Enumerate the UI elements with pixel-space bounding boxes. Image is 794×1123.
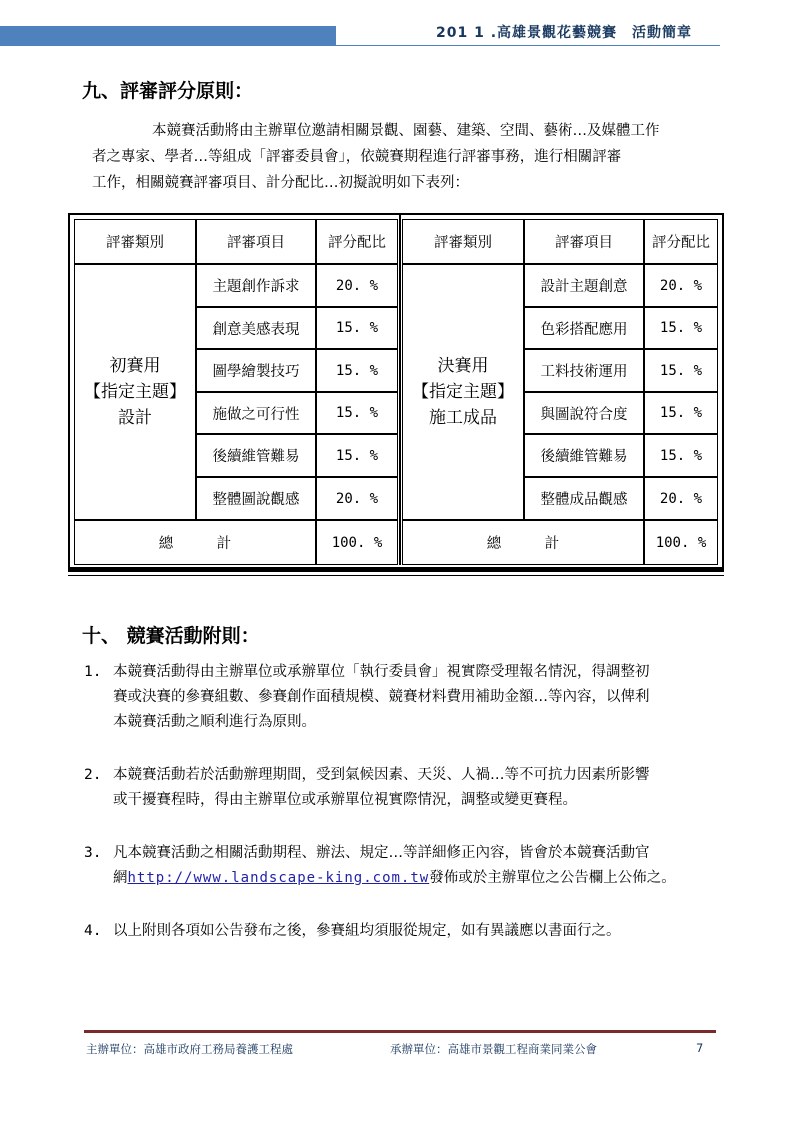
left-item-pct: 15. %	[316, 349, 398, 392]
rule-item	[84, 763, 724, 813]
left-item-pct: 15. %	[316, 434, 398, 477]
header-cell: 評審項目	[524, 219, 644, 264]
rule-line: 本競賽活動之順利進行為原則。	[113, 714, 316, 730]
right-item-pct: 15. %	[644, 307, 718, 349]
right-total-label: 總 計	[402, 520, 644, 565]
rule-item	[84, 660, 724, 735]
left-item-name: 整體圖說觀感	[196, 477, 316, 520]
header-cell: 評審類別	[402, 219, 524, 264]
category-line: 設計	[118, 408, 152, 428]
section-9-intro	[92, 118, 722, 196]
header-title: 201 1 .高雄景觀花藝競賽 活動簡章	[436, 25, 693, 41]
right-total-value: 100. %	[644, 520, 718, 565]
left-item-name: 創意美感表現	[196, 307, 316, 349]
left-item-pct: 20. %	[316, 477, 398, 520]
rule-line: 凡本競賽活動之相關活動期程、辦法、規定…等詳細修正內容，皆會於本競賽活動官	[113, 845, 650, 861]
section-9-title: 九、評審評分原則：	[82, 80, 254, 102]
left-item-pct: 15. %	[316, 392, 398, 434]
header-cell: 評分配比	[316, 219, 398, 264]
right-item-name: 後續維管難易	[524, 434, 644, 477]
header-cell: 評審項目	[196, 219, 316, 264]
header-accent-bar	[0, 26, 336, 46]
rule-item	[84, 841, 724, 891]
right-item-pct: 15. %	[644, 392, 718, 434]
right-item-name: 整體成品觀感	[524, 477, 644, 520]
left-category-cell	[74, 264, 196, 520]
right-item-pct: 15. %	[644, 349, 718, 392]
left-total-label: 總 計	[74, 520, 316, 565]
right-category-cell	[402, 264, 524, 520]
category-line: 決賽用	[437, 356, 489, 376]
left-item-name: 施做之可行性	[196, 392, 316, 434]
left-item-name: 圖學繪製技巧	[196, 349, 316, 392]
right-item-name: 設計主題創意	[524, 264, 644, 307]
rule-number: 2.	[84, 767, 102, 783]
rule-item	[84, 919, 724, 944]
right-item-name: 色彩搭配應用	[524, 307, 644, 349]
header-cell: 評分配比	[644, 219, 718, 264]
rule-line	[113, 866, 724, 891]
rule-text: 網	[113, 870, 128, 886]
intro-line: 工作，相關競賽評審項目、計分配比…初擬說明如下表列：	[92, 175, 469, 191]
rule-text: 發佈或於主辦單位之公告欄上公佈之。	[429, 870, 676, 886]
rule-number: 3.	[84, 845, 102, 861]
rule-number: 4.	[84, 923, 102, 939]
left-item-pct: 15. %	[316, 307, 398, 349]
left-item-name: 主題創作訴求	[196, 264, 316, 307]
left-item-name: 後續維管難易	[196, 434, 316, 477]
category-line: 【指定主題】	[412, 382, 514, 402]
right-item-name: 與圖說符合度	[524, 392, 644, 434]
category-line: 初賽用	[109, 356, 161, 376]
table-bottom-rule	[68, 569, 724, 572]
right-item-pct: 15. %	[644, 434, 718, 477]
rule-line: 賽或決賽的參賽組數、參賽創作面積規模、競賽材料費用補助金額…等內容，以俾利	[113, 689, 650, 705]
rule-line: 本競賽活動若於活動辦理期間，受到氣候因素、天災、人禍…等不可抗力因素所影響	[113, 767, 650, 783]
website-link[interactable]: http://www.landscape-king.com.tw	[127, 870, 430, 886]
header-cell: 評審類別	[74, 219, 196, 264]
footer-co-organizer: 承辦單位：高雄市景觀工程商業同業公會	[390, 1042, 597, 1056]
rules-list	[84, 660, 724, 972]
table-bottom-rule	[68, 575, 724, 576]
table-divider	[399, 213, 401, 565]
left-item-pct: 20. %	[316, 264, 398, 307]
section-10-title: 十、 競賽活動附則：	[82, 625, 260, 647]
right-item-name: 工料技術運用	[524, 349, 644, 392]
rule-line: 或干擾賽程時，得由主辦單位或承辦單位視實際情況，調整或變更賽程。	[113, 792, 577, 808]
right-item-pct: 20. %	[644, 477, 718, 520]
header-rule	[336, 45, 720, 46]
page-number: 7	[696, 1041, 704, 1055]
rule-line: 本競賽活動得由主辦單位或承辦單位「執行委員會」視實際受理報名情況，得調整初	[113, 664, 650, 680]
left-total-value: 100. %	[316, 520, 398, 565]
intro-line: 本競賽活動將由主辦單位邀請相關景觀、園藝、建築、空間、藝術…及媒體工作	[152, 123, 660, 139]
category-line: 【指定主題】	[84, 382, 186, 402]
right-item-pct: 20. %	[644, 264, 718, 307]
footer-organizer: 主辦單位：高雄市政府工務局養護工程處	[86, 1042, 293, 1056]
footer-rule	[84, 1030, 716, 1033]
rule-number: 1.	[84, 664, 102, 680]
rule-line: 以上附則各項如公告發布之後，參賽組均須服從規定，如有異議應以書面行之。	[113, 923, 621, 939]
category-line: 施工成品	[429, 408, 497, 428]
intro-line: 者之專家、學者…等組成「評審委員會」，依競賽期程進行評審事務，進行相關評審	[92, 149, 622, 165]
